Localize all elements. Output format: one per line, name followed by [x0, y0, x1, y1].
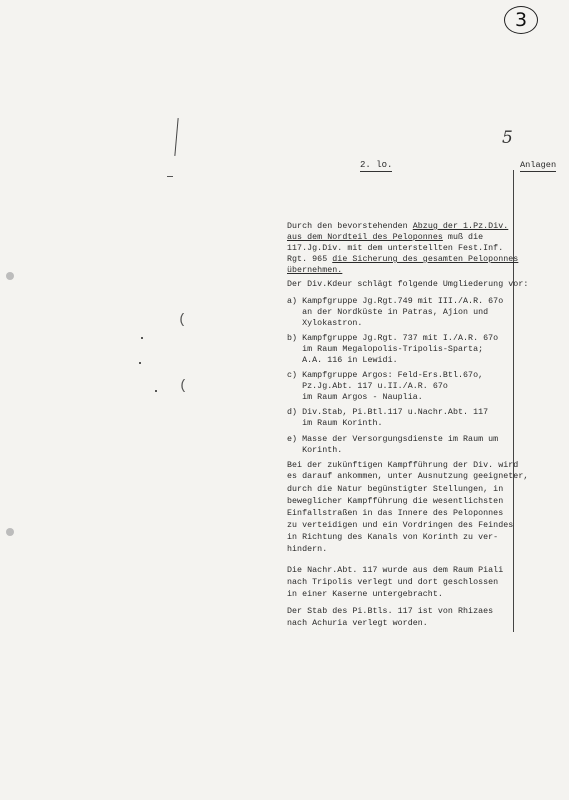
text-line: hindern.: [287, 545, 328, 554]
page-number: 3: [514, 9, 528, 31]
text-line: nach Achuria verlegt worden.: [287, 619, 428, 628]
list-item: b) Kampfgruppe Jg.Rgt. 737 mit I./A.R. 67o: [287, 334, 499, 343]
text-line: 117.Jg.Div. mit dem unterstellten Fest.Inf.: [287, 244, 504, 253]
text-line: Rgt. 965 die Sicherung des gesamten Peloponnes: [287, 255, 519, 264]
page-number-circle: [504, 6, 538, 34]
text-line: übernehmen.: [287, 266, 343, 275]
attachments-column-rule: [513, 170, 514, 632]
text-line: Der Div.Kdeur schlägt folgende Umgliederung vor:: [287, 280, 529, 289]
attachments-label: Anlagen: [520, 160, 557, 170]
list-item: a) Kampfgruppe Jg.Rgt.749 mit III./A.R. 67o: [287, 297, 504, 306]
text-line: Der Stab des Pi.Btls. 117 ist von Rhizaes: [287, 607, 494, 616]
speck-3: [155, 390, 157, 392]
bracket-mark-1: (: [178, 312, 187, 328]
text-line: Durch den bevorstehenden Abzug der 1.Pz.Div.: [287, 222, 509, 231]
text-line: durch die Natur begünstigter Stellungen, in: [287, 485, 504, 494]
list-item: d) Div.Stab, Pi.Btl.117 u.Nachr.Abt. 117: [287, 408, 489, 417]
list-item: A.A. 116 in Lewidi.: [287, 356, 398, 365]
list-item: im Raum Korinth.: [287, 419, 383, 428]
text-line: es darauf ankommen, unter Ausnutzung geeigneter,: [287, 472, 529, 481]
list-item: Pz.Jg.Abt. 117 u.II./A.R. 67o: [287, 382, 448, 391]
list-item: Korinth.: [287, 446, 343, 455]
list-item: c) Kampfgruppe Argos: Feld-Ers.Btl.67o,: [287, 371, 484, 380]
section-heading: 2. lo.: [360, 160, 393, 170]
bracket-mark-2: (: [179, 378, 188, 394]
list-item: e) Masse der Versorgungsdienste im Raum um: [287, 435, 499, 444]
text-line: Bei der zukünftigen Kampfführung der Div. wird: [287, 461, 519, 470]
text-line: Die Nachr.Abt. 117 wurde aus dem Raum Piali: [287, 566, 504, 575]
list-item: im Raum Argos - Nauplia.: [287, 393, 423, 402]
text-line: aus dem Nordteil des Peloponnes muß die: [287, 233, 484, 242]
text-line: zu verteidigen und ein Vordringen des Feindes: [287, 521, 514, 530]
speck-1: [141, 337, 143, 339]
text-line: nach Tripolis verlegt und dort geschlossen: [287, 578, 499, 587]
pen-mark-dot: [167, 176, 173, 177]
pen-mark-left: [174, 118, 179, 156]
punch-hole-top: [6, 272, 14, 280]
speck-2: [139, 362, 141, 364]
text-line: beweglicher Kampfführung die wesentlichsten: [287, 497, 504, 506]
margin-number: 5: [502, 128, 513, 148]
list-item: an der Nordküste in Patras, Ajion und: [287, 308, 489, 317]
text-line: Einfallstraßen in das Innere des Peloponnes: [287, 509, 504, 518]
list-item: Xylokastron.: [287, 319, 363, 328]
text-line: in Richtung des Kanals von Korinth zu ver-: [287, 533, 499, 542]
punch-hole-bottom: [6, 528, 14, 536]
text-line: in einer Kaserne untergebracht.: [287, 590, 443, 599]
list-item: im Raum Megalopolis-Tripolis-Sparta;: [287, 345, 484, 354]
